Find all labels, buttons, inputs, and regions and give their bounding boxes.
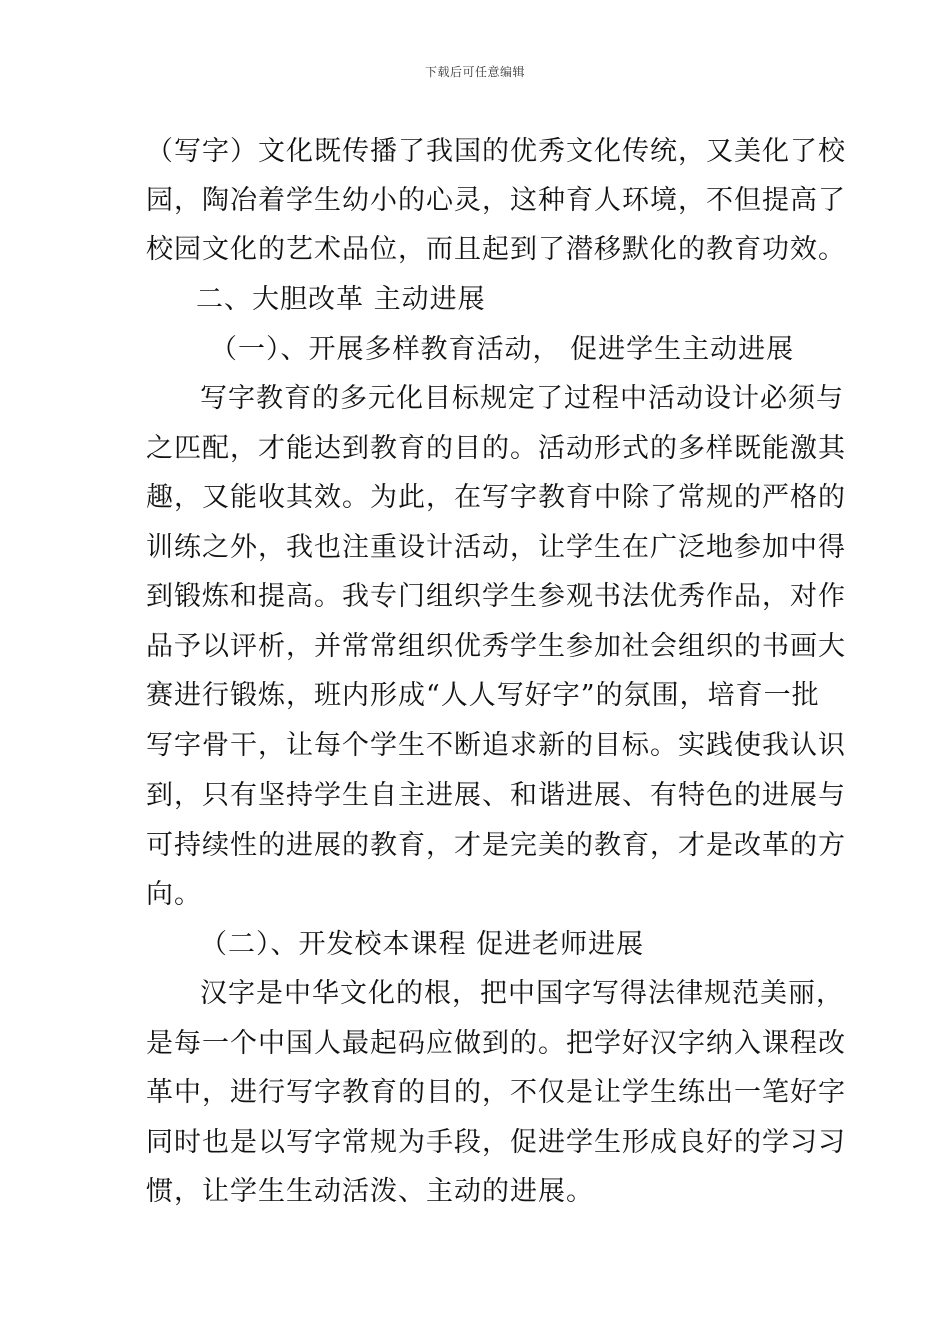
body-line: 校园文化的艺术品位，而且起到了潜移默化的教育功效。 bbox=[146, 234, 846, 265]
subsection-heading: （一）、开展多样教育活动， 促进学生主动进展 bbox=[210, 334, 795, 365]
body-line: 写字骨干，让每个学生不断追求新的目标。实践使我认识 bbox=[146, 730, 846, 761]
body-line: 训练之外，我也注重设计活动，让学生在广泛地参加中得 bbox=[146, 532, 846, 563]
body-line: 可持续性的进展的教育，才是完美的教育，才是改革的方 bbox=[146, 830, 846, 861]
body-line: 品予以评析，并常常组织优秀学生参加社会组织的书画大 bbox=[146, 631, 846, 662]
subsection-heading: （二）、开发校本课程 促进老师进展 bbox=[200, 929, 645, 960]
body-line: 到，只有坚持学生自主进展、和谐进展、有特色的进展与 bbox=[146, 780, 846, 811]
body-line: 到锻炼和提高。我专门组织学生参观书法优秀作品，对作 bbox=[146, 581, 846, 612]
body-line: 向。 bbox=[146, 879, 202, 910]
body-line: 写字教育的多元化目标规定了过程中活动设计必须与 bbox=[200, 383, 844, 414]
body-line: 革中，进行写字教育的目的，不仅是让学生练出一笔好字 bbox=[146, 1077, 846, 1108]
body-line: 汉字是中华文化的根，把中国字写得法律规范美丽， bbox=[200, 978, 844, 1009]
body-line: 之匹配，才能达到教育的目的。活动形式的多样既能激其 bbox=[146, 433, 846, 464]
body-line: 园，陶冶着学生幼小的心灵，这种育人环境，不但提高了 bbox=[146, 185, 846, 216]
section-heading: 二、大胆改革 主动进展 bbox=[196, 284, 486, 315]
page-header: 下载后可任意编辑 bbox=[424, 65, 525, 79]
body-line: 赛进行锻炼，班内形成“人人写好字”的氛围，培育一批 bbox=[146, 680, 820, 711]
body-line: 趣，又能收其效。为此，在写字教育中除了常规的严格的 bbox=[146, 482, 846, 513]
body-line: 是每一个中国人最起码应做到的。把学好汉字纳入课程改 bbox=[146, 1028, 846, 1059]
body-line: 惯，让学生生动活泼、主动的进展。 bbox=[146, 1176, 594, 1207]
body-line: （写字）文化既传播了我国的优秀文化传统，又美化了校 bbox=[146, 136, 846, 167]
body-line: 同时也是以写字常规为手段，促进学生形成良好的学习习 bbox=[146, 1127, 846, 1158]
